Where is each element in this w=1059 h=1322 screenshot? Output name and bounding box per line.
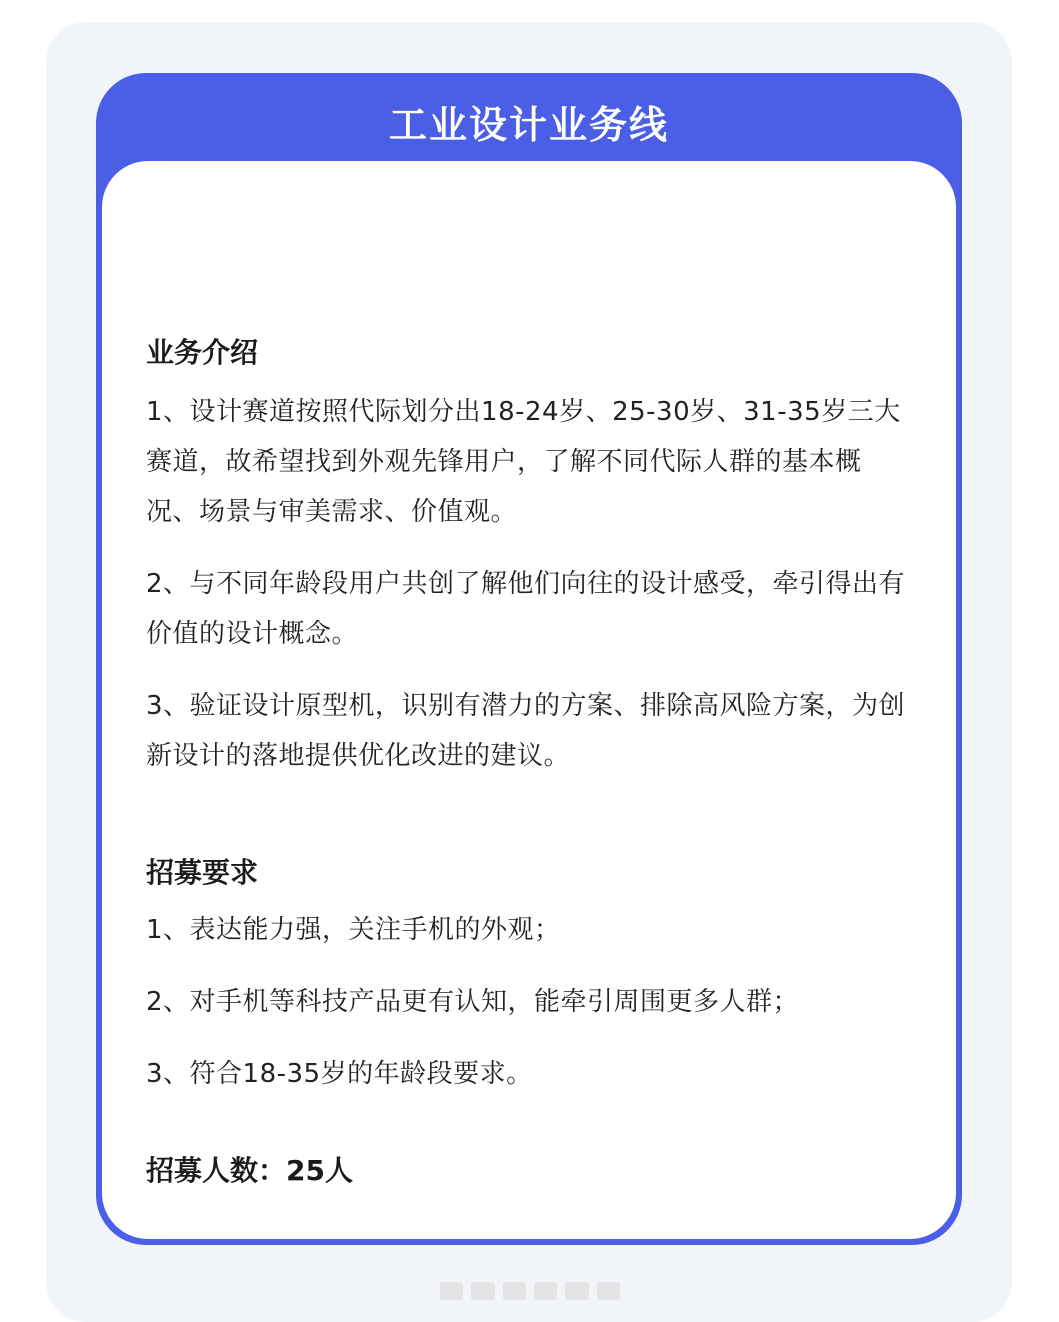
intro-item-1: 1、设计赛道按照代际划分出18-24岁、25-30岁、31-35岁三大赛道，故希望找到外观先锋用户，了解不同代际人群的基本概况、场景与审美需求、价值观。 (146, 397, 901, 527)
card-title: 工业设计业务线 (388, 103, 669, 147)
recruit-count: 招募人数：25人 (146, 1154, 353, 1187)
watermark-blur (440, 1282, 620, 1300)
requirement-item-3: 3、符合18-35岁的年龄段要求。 (146, 1059, 533, 1089)
requirement-item-2: 2、对手机等科技产品更有认知，能牵引周围更多人群； (146, 987, 800, 1017)
watermark-block (565, 1282, 588, 1300)
intro-item-3: 3、验证设计原型机，识别有潜力的方案、排除高风险方案，为创新设计的落地提供优化改进的建议。 (146, 691, 906, 771)
watermark-block (597, 1282, 620, 1300)
card-body (102, 161, 956, 1239)
info-card (96, 73, 962, 1245)
intro-heading: 业务介绍 (146, 336, 259, 369)
requirement-item-1: 1、表达能力强，关注手机的外观； (146, 915, 561, 945)
watermark-block (503, 1282, 526, 1300)
intro-item-2: 2、与不同年龄段用户共创了解他们向往的设计感受，牵引得出有价值的设计概念。 (146, 569, 906, 649)
watermark-block (440, 1282, 463, 1300)
watermark-block (471, 1282, 494, 1300)
requirements-heading: 招募要求 (146, 856, 259, 889)
watermark-block (534, 1282, 557, 1300)
